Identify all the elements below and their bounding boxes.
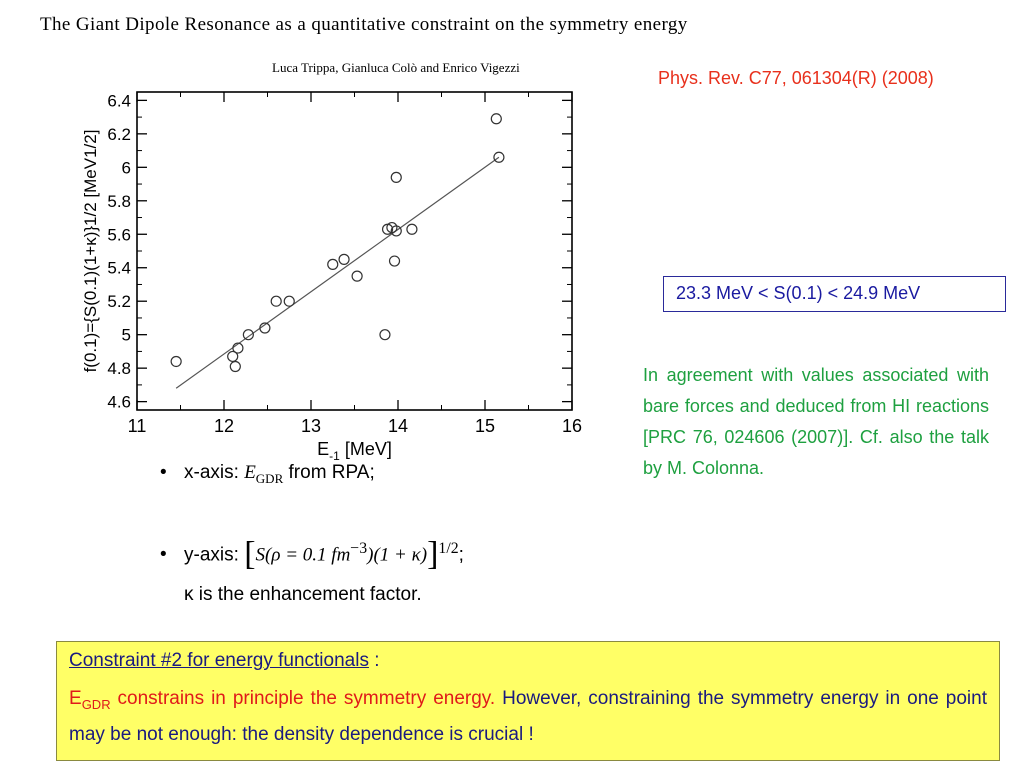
scatter-plot (80, 84, 600, 463)
right-bracket: ] (427, 535, 439, 573)
constraint-heading (69, 650, 987, 672)
x-tick-label: 13 (300, 416, 322, 436)
left-bracket: [ (244, 535, 256, 573)
x-axis-label: $E_{-1}$ [MeV] (317, 439, 392, 463)
y-tick-label: 6 (121, 158, 131, 178)
y-axis-bullet: • y-axis: [S(ρ = 0.1 $fm^{-3})(1 + \kappa)]^{1/2}$; (160, 535, 464, 573)
data-point (491, 114, 501, 124)
symmetry-energy-range-box: 23.3 MeV < S(0.1) < 24.9 MeV (663, 276, 1006, 312)
y-tick-label: 5.8 (107, 191, 131, 211)
y-axis-label: f(0.1)={S(0.1)(1+κ)}1/2 [MeV1/2] (81, 129, 100, 373)
x-axis-variable-sub: GDR (255, 470, 284, 486)
x-axis-bullet (160, 462, 375, 487)
bullet-dot: • (160, 544, 167, 566)
constraint-navy-text: However, constraining the symmetry energy in one point may be not enough: the density dependence is crucial ! (69, 688, 987, 745)
y-tick-label: 6.2 (107, 124, 131, 144)
egdr-symbol: $E_{GDR}$ (69, 688, 111, 712)
constraint-box (56, 641, 1000, 761)
agreement-note: In agreement with values associated with bare forces and deduced from HI reactions [PRC 76, 024606 (2007)]. Cf. also the talk by M. Colonna. (643, 365, 989, 478)
y-tick-label: 5.4 (107, 258, 131, 278)
constraint-body (69, 684, 987, 750)
x-tick-label: 11 (127, 416, 147, 436)
plot-frame (137, 92, 572, 410)
data-point (352, 271, 362, 281)
data-point (328, 259, 338, 269)
data-point (380, 330, 390, 340)
data-point (407, 224, 417, 234)
constraint-heading-text: Constraint #2 for energy functionals (69, 650, 369, 671)
x-tick-label: 12 (213, 416, 235, 436)
y-tick-label: 4.6 (107, 392, 131, 412)
authors: Luca Trippa, Gianluca Colò and Enrico Vigezzi (272, 60, 520, 75)
x-tick-label: 15 (474, 416, 496, 436)
data-point (390, 256, 400, 266)
x-axis-variable: E (244, 462, 256, 483)
paper-title: The Giant Dipole Resonance as a quantitative constraint on the symmetry energy (40, 14, 688, 35)
y-axis-formula-exp: −3 (350, 540, 368, 557)
y-axis-bullet-line2: κ is the enhancement factor. (184, 584, 422, 605)
data-point (284, 296, 294, 306)
y-tick-label: 6.4 (107, 91, 131, 111)
y-axis-formula: S(ρ = 0.1 fm (255, 544, 351, 566)
y-tick-label: 4.8 (107, 359, 131, 379)
fit-line (176, 157, 499, 388)
reference-citation: Phys. Rev. C77, 061304(R) (2008) (658, 68, 934, 88)
y-axis-power: 1/2 (438, 540, 459, 557)
y-tick-label: 5.2 (107, 292, 131, 312)
x-tick-label: 16 (561, 416, 583, 436)
data-point (339, 254, 349, 264)
x-axis-prefix: x-axis: (184, 462, 239, 483)
y-axis-prefix: y-axis: (184, 544, 239, 566)
y-tick-label: 5.6 (107, 225, 131, 245)
data-point (171, 356, 181, 366)
x-axis-suffix: from RPA; (288, 462, 375, 483)
y-tick-label: 5 (121, 325, 131, 345)
data-point (230, 361, 240, 371)
bullet-dot: • (160, 462, 167, 483)
data-point (391, 172, 401, 182)
x-tick-label: 14 (387, 416, 409, 436)
constraint-heading-colon: : (368, 650, 380, 671)
data-point (271, 296, 281, 306)
constraint-red-text: constrains in principle the symmetry energy. (110, 688, 496, 709)
y-axis-formula-end: )(1 + κ) (367, 544, 428, 566)
